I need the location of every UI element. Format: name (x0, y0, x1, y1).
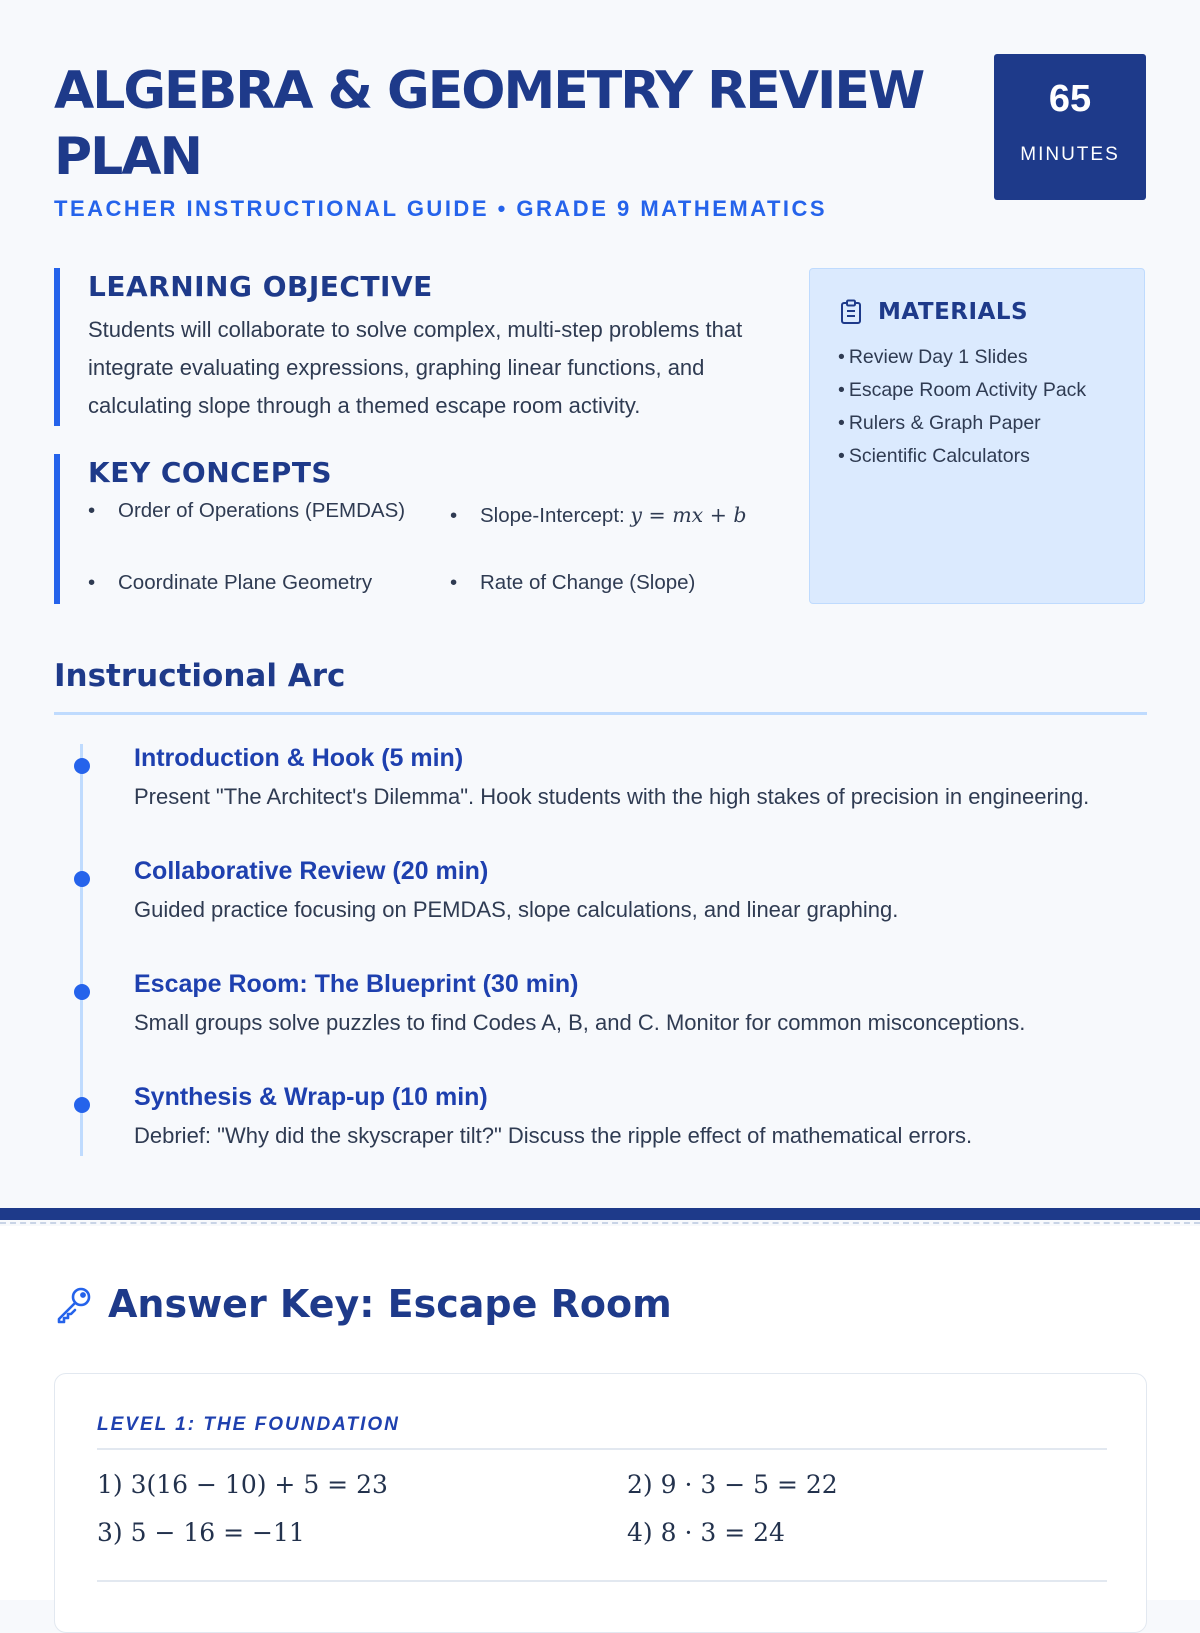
timeline-step (54, 1083, 1154, 1163)
learning-objective-text: Students will collaborate to solve complex, multi-step problems that integrate evaluating expressions, graphing linear functions, and calculating slope through a themed escape room activity. (88, 317, 743, 418)
duration-value: 65 (1048, 78, 1092, 120)
level-divider (97, 1448, 1107, 1450)
answer-item: 4) 8 · 3 = 24 (627, 1518, 785, 1547)
key-concepts-list (88, 495, 788, 605)
page-title: ALGEBRA & GEOMETRY REVIEW PLAN (54, 61, 924, 187)
answer-item: 3) 5 − 16 = −11 (97, 1518, 305, 1547)
timeline-node (74, 871, 90, 887)
timeline-step-title: Introduction & Hook (5 min) (134, 744, 464, 772)
materials-header (840, 299, 1028, 325)
timeline-step-description: Small groups solve puzzles to find Codes A, B, and C. Monitor for common misconceptions. (134, 1010, 1026, 1035)
concept-item: • Order of Operations (PEMDAS) (88, 499, 406, 522)
duration-unit: MINUTES (1020, 144, 1120, 165)
key-concepts-heading: KEY CONCEPTS (88, 456, 333, 489)
materials-item: • Escape Room Activity Pack (838, 379, 1087, 401)
timeline-step-title: Escape Room: The Blueprint (30 min) (134, 970, 579, 998)
level-title: LEVEL 1: THE FOUNDATION (97, 1414, 400, 1435)
timeline-node (74, 758, 90, 774)
answer-item: 2) 9 · 3 − 5 = 22 (627, 1470, 838, 1499)
learning-objective-heading: LEARNING OBJECTIVE (88, 270, 433, 303)
timeline-step (54, 970, 1154, 1050)
materials-panel (809, 268, 1145, 604)
timeline-step-description: Present "The Architect's Dilemma". Hook students with the high stakes of precision in engineering. (134, 784, 1090, 809)
materials-heading: MATERIALS (878, 299, 1029, 325)
concept-item: • Coordinate Plane Geometry (88, 571, 373, 594)
clipboard-icon (840, 299, 862, 325)
slope-intercept-formula: y = mx + b (630, 503, 747, 527)
materials-list (838, 341, 1086, 473)
concept-item: • Rate of Change (Slope) (450, 571, 696, 594)
timeline-step (54, 857, 1154, 937)
answer-key-heading: Answer Key: Escape Room (108, 1282, 672, 1326)
key-concepts-section (54, 454, 788, 604)
instructional-arc-heading: Instructional Arc (54, 658, 346, 694)
timeline-step-description: Debrief: "Why did the skyscraper tilt?" Discuss the ripple effect of mathematical errors. (134, 1123, 973, 1148)
answer-key-header (54, 1282, 672, 1326)
answer-key-card (54, 1373, 1147, 1633)
timeline-step (54, 744, 1154, 824)
timeline-step-title: Collaborative Review (20 min) (134, 857, 489, 885)
concept-item: • Slope-Intercept: y = mx + b (450, 503, 747, 527)
page-break-dashed-line (0, 1222, 1200, 1224)
materials-item: • Scientific Calculators (838, 445, 1030, 467)
materials-item: • Rulers & Graph Paper (838, 412, 1041, 434)
section-divider (54, 712, 1147, 715)
materials-item: • Review Day 1 Slides (838, 346, 1028, 368)
timeline-node (74, 984, 90, 1000)
learning-objective-section (54, 268, 788, 426)
timeline-node (74, 1097, 90, 1113)
page-subtitle: TEACHER INSTRUCTIONAL GUIDE • GRADE 9 MATHEMATICS (54, 196, 828, 221)
duration-badge (994, 54, 1146, 200)
card-divider (97, 1580, 1107, 1582)
answer-item: 1) 3(16 − 10) + 5 = 23 (97, 1470, 388, 1499)
page-break-bar (0, 1208, 1200, 1220)
timeline-step-title: Synthesis & Wrap-up (10 min) (134, 1083, 488, 1111)
key-icon (54, 1284, 94, 1324)
timeline-step-description: Guided practice focusing on PEMDAS, slope calculations, and linear graphing. (134, 897, 899, 922)
